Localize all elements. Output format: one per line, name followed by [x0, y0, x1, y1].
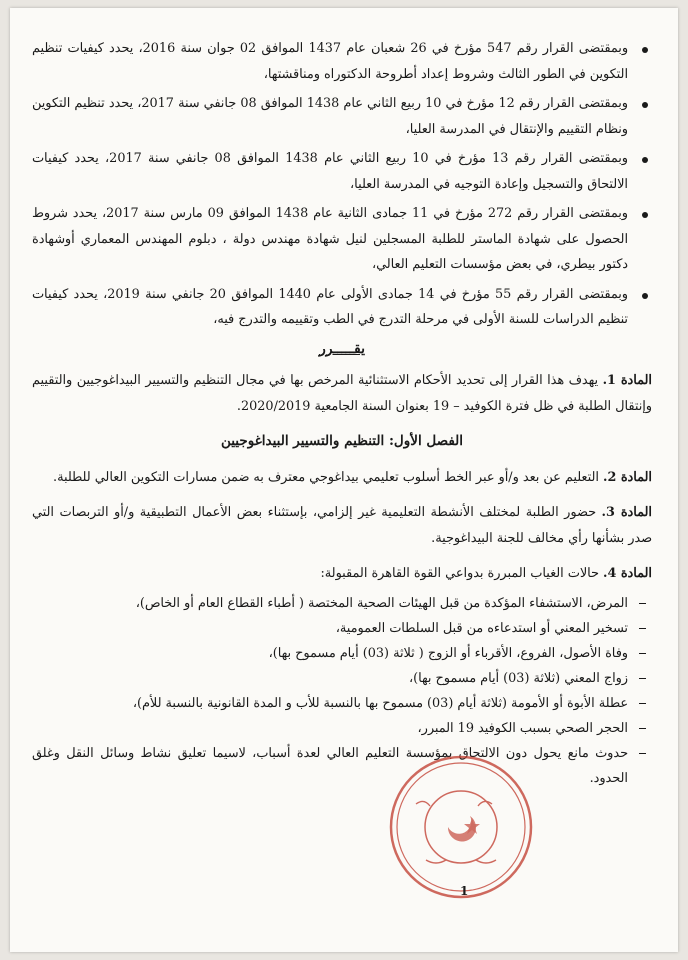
article-text: التعليم عن بعد و/أو عبر الخط أسلوب تعليمي بيداغوجي معترف به ضمن مسارات التكوين العالي للطلبة.	[53, 469, 603, 485]
list-item: حدوث مانع يحول دون الالتحاق بمؤسسة التعليم العالي لعدة أسباب، لاسيما تعليق نشاط وسائل النقل وغلق الحدود.	[32, 741, 652, 791]
article-label: المادة 1.	[602, 373, 652, 388]
article-2	[32, 465, 652, 491]
article-4	[32, 561, 652, 587]
document-body	[32, 36, 652, 791]
bullet-icon	[642, 157, 648, 163]
article-text: حالات الغياب المبررة بدواعي القوة القاهرة المقبولة:	[320, 566, 603, 581]
dash-icon	[639, 728, 646, 730]
dash-icon	[639, 678, 646, 680]
official-stamp-icon	[386, 752, 536, 902]
chapter-heading: الفصل الأول: التنظيم والتسيير البيداغوجيين	[220, 433, 464, 449]
dash-icon	[639, 653, 646, 655]
dash-icon	[639, 753, 646, 755]
dash-icon	[639, 603, 646, 605]
preamble-list	[32, 36, 652, 333]
preamble-item: وبمقتضى القرار رقم 272 مؤرخ في 11 جمادى الثانية عام 1438 الموافق 09 مارس سنة 2017، يحدد شروط الحصول على شهادة الماستر للطلبة المسجلين لنيل شهادة مهندس دولة ، دبلوم المهندس المعماري أوشهادة دكتور بيطري، في بعض مؤسسات التعليم العالي،	[32, 201, 652, 278]
dash-icon	[639, 628, 646, 630]
list-item: المرض، الاستشفاء المؤكدة من قبل الهيئات الصحية المختصة ( أطباء القطاع العام أو الخاص)،	[32, 591, 652, 616]
list-item: وفاة الأصول، الفروع، الأقرباء أو الزوج ( ثلاثة (03) أيام مسموح بها)،	[32, 641, 652, 666]
preamble-item: وبمقتضى القرار رقم 12 مؤرخ في 10 ربيع الثاني عام 1438 الموافق 08 جانفي سنة 2017، يحدد تنظيم التكوين ونظام التقييم والإنتقال في المدرسة العليا،	[32, 91, 652, 142]
stamp-outer-ring	[391, 757, 531, 897]
preamble-item: وبمقتضى القرار رقم 547 مؤرخ في 26 شعبان عام 1437 الموافق 02 جوان سنة 2016، يحدد كيفيات تنظيم التكوين في الطور الثالث وشروط إعداد أطروحة الدكتوراه ومناقشتها،	[32, 36, 652, 87]
bullet-icon	[642, 102, 648, 108]
bullet-icon	[642, 47, 648, 53]
list-item: تسخير المعني أو استدعاءه من قبل السلطات العمومية،	[32, 616, 652, 641]
article-text: حضور الطلبة لمختلف الأنشطة التعليمية غير إلزامي، بإستثناء بعض الأعمال التطبيقية و/أو التربصات التي صدر بشأنها رأي مخالف للجنة البيداغوجية.	[32, 505, 652, 546]
list-item: زواج المعني (ثلاثة (03) أيام مسموح بها)،	[32, 666, 652, 691]
article-3	[32, 500, 652, 551]
list-item: الحجر الصحي بسبب الكوفيد 19 المبرر،	[32, 716, 652, 741]
article-label: المادة 3.	[601, 505, 652, 520]
document-page	[10, 8, 678, 952]
bullet-icon	[642, 293, 648, 299]
article-label: المادة 2.	[603, 469, 652, 485]
bullet-icon	[642, 212, 648, 218]
page-number: 1	[460, 884, 469, 898]
decides-heading: يقـــــرر	[319, 340, 365, 357]
list-item: عطلة الأبوة أو الأمومة (ثلاثة أيام (03) مسموح بها بالنسبة للأب و المدة القانونية بالنسبة للأم)،	[32, 691, 652, 716]
article-label: المادة 4.	[603, 566, 652, 581]
preamble-item: وبمقتضى القرار رقم 55 مؤرخ في 14 جمادى الأولى عام 1440 الموافق 20 جانفي سنة 2019، يحدد كيفيات تنظيم الدراسات للسنة الأولى في مرحلة التدرج في الطب وتقييمه والتدرج فيه،	[32, 282, 652, 333]
preamble-item: وبمقتضى القرار رقم 13 مؤرخ في 10 ربيع الثاني عام 1438 الموافق 08 جانفي سنة 2017، يحدد كيفيات الالتحاق والتسجيل وإعادة التوجيه في المدرسة العليا،	[32, 146, 652, 197]
article-text: يهدف هذا القرار إلى تحديد الأحكام الاستثنائية المرخص بها في مجال التنظيم والتسيير البيداغوجيين والتقييم وإنتقال الطلبة في ظل فترة الكوفيد – 19 بعنوان السنة الجامعية 2020/2019.	[32, 373, 652, 414]
absence-reasons-list	[32, 591, 652, 791]
article-1	[32, 368, 652, 419]
stamp-inner-ring	[397, 763, 525, 891]
dash-icon	[639, 703, 646, 705]
